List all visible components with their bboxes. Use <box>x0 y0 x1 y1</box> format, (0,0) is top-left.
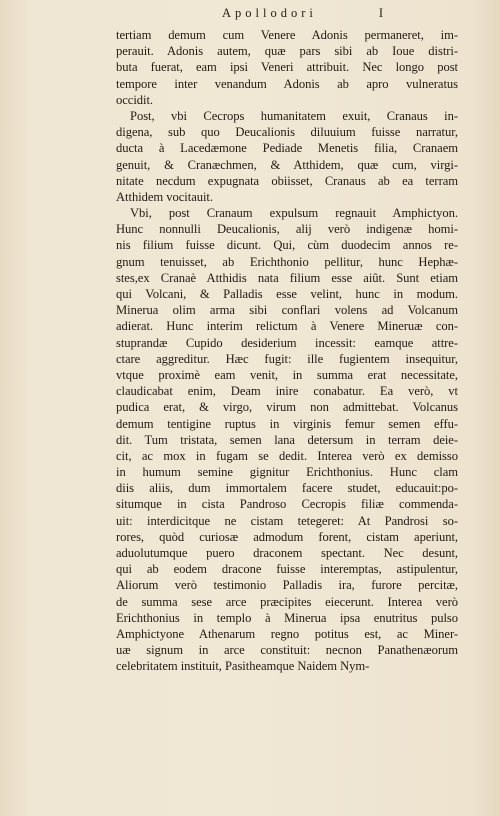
paragraph <box>116 27 458 108</box>
text-line: stuprandæ Cupido desiderium incessit: eamque attre- <box>116 335 458 350</box>
text-line: adierat. Hunc interim relictum à Venere Mineruæ con- <box>116 319 458 334</box>
text-line: occidit. <box>116 92 154 107</box>
text-line: situmque in cista Pandroso Cecropis filiæ commenda- <box>116 497 458 512</box>
text-line: qui Volcani, & Palladis esse velint, hunc in modum. <box>116 287 458 301</box>
text-line: demum tentigine ruptus in virginis femur semen effu- <box>116 416 458 431</box>
text-line: in humum semine gignitur Erichthonius. Hunc clam <box>116 465 458 480</box>
text-line: vtque proximè eam venit, in summa erat necessitate, <box>116 367 458 382</box>
text-line: tertiam demum cum Venere Adonis permaneret, im- <box>116 28 458 42</box>
text-line: stes,ex Cranaè Atthidis nata filium esse aiût. Sunt etiam <box>116 270 458 285</box>
text-line: claudicabat enim, Deam inire conabatur. Ea verò, vt <box>116 384 458 399</box>
body-text <box>116 27 458 675</box>
text-line: aduolutumque puero draconem spectant. Nec desunt, <box>116 546 458 560</box>
text-line: Amphictyone Athenarum regno potitus est, ac Miner- <box>116 626 458 641</box>
text-line: gnum tenuisset, ab Erichthonio pellitur, hunc Hephæ- <box>116 254 458 269</box>
text-line: Post, vbi Cecrops humanitatem exuit, Cranaus in- <box>130 108 458 123</box>
paragraph <box>116 205 458 674</box>
text-line: digena, sub quo Deucalionis diluuium fuisse narratur, <box>116 125 458 140</box>
text-line: dit. Tum tristata, semen lana detersum in terram deie- <box>116 432 458 447</box>
text-line: uit: interdicitque ne cistam tetegeret: At Pandrosi so- <box>116 513 458 528</box>
text-line: Minerua olim arma sibi conflari volens ad Volcanum <box>116 303 458 318</box>
text-line: Erichthonius in templo à Minerua ipsa enutritus pulso <box>116 610 458 625</box>
running-head-title: Apollodori <box>222 6 317 20</box>
text-line: celebritatem instituit, Pasitheamque Naidem Nym- <box>116 659 370 674</box>
text-line: buta fuerat, eam ipsi Veneri attribuit. Nec longo post <box>116 60 458 75</box>
running-head-letter: I <box>378 6 387 20</box>
text-line: Vbi, post Cranaum expulsum regnauit Amphictyon. <box>130 206 458 221</box>
text-line: genuit, & Cranæchmen, & Atthidem, quæ cum, virgi- <box>116 157 458 172</box>
text-line: de summa sese arce præcipites eiecerunt. Interea verò <box>116 594 458 609</box>
text-line: nis filium fuisse dicunt. Qui, cùm duodecim annos re- <box>116 238 458 253</box>
text-line: nitate necdum expugnata obiisset, Cranaus ab ea terram <box>116 173 458 188</box>
text-line: Atthidem vocitauit. <box>116 189 213 204</box>
text-line: qui ab eodem dracone fuisse interemptas, astipulentur, <box>116 562 458 577</box>
text-line: rores, quòd curiosæ admodum forent, cistam aperiunt, <box>116 529 458 544</box>
text-line: ducta à Lacedæmone Pediade Menetis filia, Cranaem <box>116 141 458 156</box>
text-line: uæ signum in arce constituit: necnon Panathenæorum <box>116 643 458 658</box>
text-line: cit, ac mox in fugam se dedit. Interea verò ex demisso <box>116 448 458 463</box>
text-line: diis aliis, dum immortalem facere studet, educauit:po- <box>116 481 458 496</box>
text-line: pudica erat, & virgo, virum non admittebat. Volcanus <box>116 400 458 415</box>
text-line: Hunc nonnulli Deucalionis, alij verò indigenæ homi- <box>116 222 458 237</box>
text-line: perauit. Adonis autem, quæ pars sibi ab Ioue distri- <box>116 44 458 59</box>
paragraph <box>116 108 458 205</box>
text-line: tempore inter venandum Adonis ab apro vulneratus <box>116 76 458 91</box>
text-line: ctare aggreditur. Hæc fugit: ille fugientem insequitur, <box>116 351 458 366</box>
text-line: Aliorum verò testimonio Palladis ira, furore percitæ, <box>116 578 458 593</box>
